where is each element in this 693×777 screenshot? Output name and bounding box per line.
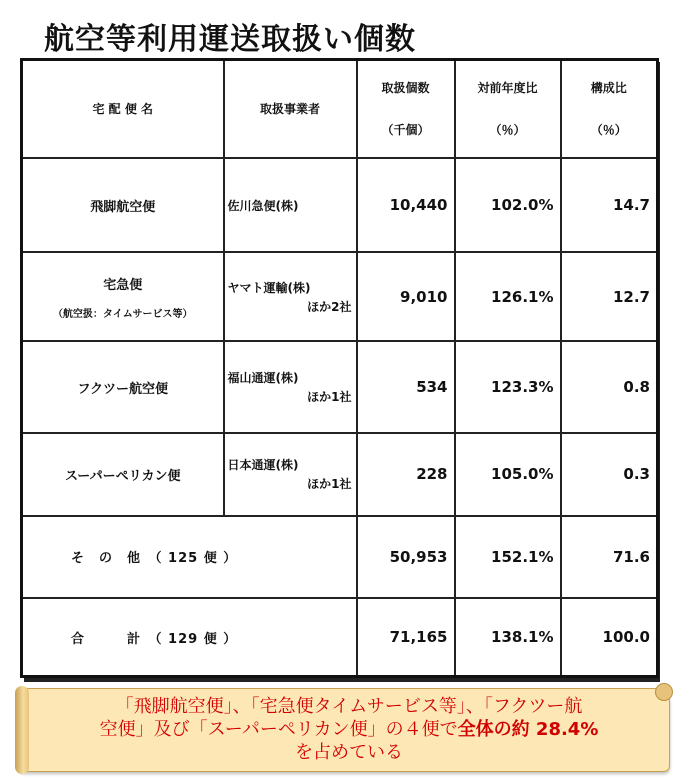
- service-subname: （航空扱：タイムサービス等）: [52, 308, 193, 320]
- scroll-curl-left: [15, 686, 29, 774]
- service-name: 宅急便: [103, 277, 143, 293]
- summary-text: [47, 695, 651, 764]
- delivery-volume-table: [20, 58, 659, 678]
- carrier-cell: [224, 158, 357, 252]
- carrier-others: ほか2社: [307, 299, 352, 314]
- summary-line-3: を占めている: [295, 742, 403, 763]
- yoy-cell: 123.3%: [455, 341, 561, 433]
- yoy-cell: 138.1%: [455, 598, 561, 676]
- service-name: スーパーペリカン便: [64, 468, 181, 484]
- count-cell: 228: [357, 433, 455, 515]
- carrier-name: 福山通運(株): [227, 371, 299, 386]
- service-name: 飛脚航空便: [90, 199, 156, 215]
- header-share: [561, 60, 658, 158]
- summary-scroll-banner: [18, 688, 670, 772]
- header-count-line2: （千個）: [381, 122, 430, 137]
- count-cell: 50,953: [357, 516, 455, 598]
- share-cell: 14.7: [561, 158, 658, 252]
- table-row-other: [22, 516, 658, 598]
- table-row: [22, 252, 658, 340]
- summary-highlight: 全体の約 28.4%: [457, 719, 599, 740]
- summary-line-2a: 空便」及び「スーパーペリカン便」の４便で: [99, 719, 458, 740]
- share-cell: 0.3: [561, 433, 658, 515]
- total-label: 合 計 （ 129 便 ）: [22, 598, 357, 676]
- carrier-name: ヤマト運輸(株): [227, 280, 311, 295]
- count-cell: 534: [357, 341, 455, 433]
- yoy-cell: 102.0%: [455, 158, 561, 252]
- carrier-name: 日本通運(株): [227, 458, 299, 473]
- page-title: 航空等利用運送取扱い個数: [44, 22, 416, 57]
- carrier-others: ほか1社: [307, 390, 352, 405]
- table-header-row: [22, 60, 658, 158]
- service-name-cell: [22, 341, 224, 433]
- carrier-others: ほか1社: [307, 477, 352, 492]
- carrier-cell: [224, 252, 357, 340]
- header-count: [357, 60, 455, 158]
- header-yoy: [455, 60, 561, 158]
- header-yoy-line2: （％）: [489, 122, 526, 137]
- service-name-cell: [22, 252, 224, 340]
- data-table-container: [20, 58, 656, 678]
- count-cell: 10,440: [357, 158, 455, 252]
- service-name-cell: [22, 433, 224, 515]
- scroll-curl-right: [655, 683, 673, 701]
- share-cell: 0.8: [561, 341, 658, 433]
- table-row: [22, 341, 658, 433]
- header-carrier: 取扱事業者: [224, 60, 357, 158]
- other-label: そ の 他 （ 125 便 ）: [22, 516, 357, 598]
- share-cell: 71.6: [561, 516, 658, 598]
- carrier-cell: [224, 341, 357, 433]
- count-cell: 9,010: [357, 252, 455, 340]
- table-row: [22, 158, 658, 252]
- carrier-name: 佐川急便(株): [227, 198, 299, 213]
- header-yoy-line1: 対前年度比: [477, 80, 538, 95]
- yoy-cell: 126.1%: [455, 252, 561, 340]
- header-service-name: 宅 配 便 名: [22, 60, 224, 158]
- table-row-total: [22, 598, 658, 676]
- carrier-cell: [224, 433, 357, 515]
- yoy-cell: 105.0%: [455, 433, 561, 515]
- yoy-cell: 152.1%: [455, 516, 561, 598]
- count-cell: 71,165: [357, 598, 455, 676]
- service-name: フクツー航空便: [77, 381, 169, 397]
- table-row: [22, 433, 658, 515]
- share-cell: 12.7: [561, 252, 658, 340]
- header-share-line2: （％）: [590, 122, 627, 137]
- share-cell: 100.0: [561, 598, 658, 676]
- header-count-line1: 取扱個数: [381, 80, 430, 95]
- header-share-line1: 構成比: [590, 80, 627, 95]
- summary-line-2: [47, 718, 651, 741]
- summary-line-1: 「飛脚航空便」、「宅急便タイムサービス等」、「フクツー航: [115, 696, 583, 717]
- service-name-cell: [22, 158, 224, 252]
